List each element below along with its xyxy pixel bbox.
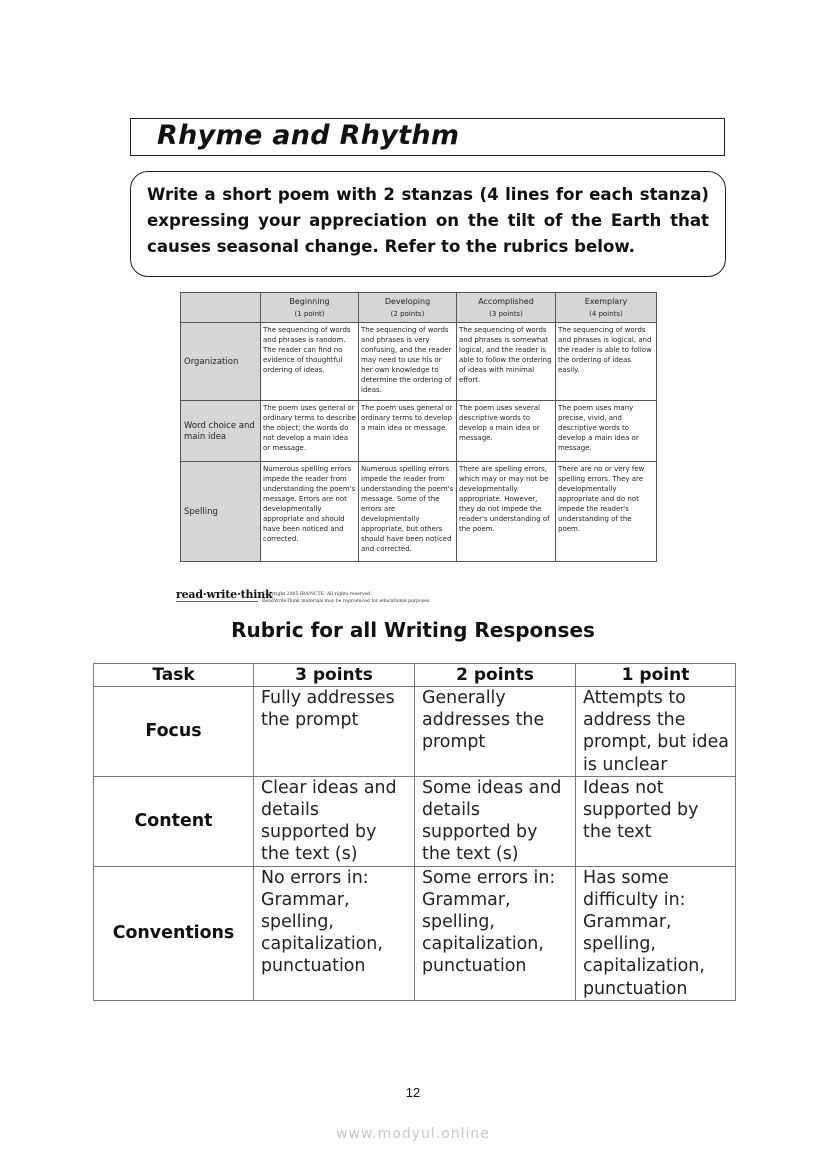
- poem-rubric-cell: There are no or very few spelling errors. They are developmentally appropriate and do not impede the reader's understanding of the poem.: [556, 462, 657, 562]
- poem-rubric-cell: The poem uses many precise, vivid, and descriptive words to develop a main idea or message.: [556, 401, 657, 462]
- writing-rubric-cell: Attempts to address the prompt, but idea is unclear: [576, 687, 736, 777]
- poem-rubric-cell: The poem uses general or ordinary terms to describe the object; the words do not develop a main idea or message.: [261, 401, 359, 462]
- writing-rubric-cell: Clear ideas and details supported by the text (s): [254, 776, 415, 866]
- page-number: 12: [405, 1085, 421, 1100]
- poem-rubric-header: Beginning (1 point): [261, 293, 359, 323]
- writing-rubric-cell: Generally addresses the prompt: [415, 687, 576, 777]
- poem-rubric-cell: There are spelling errors, which may or may not be developmentally appropriate. However, they do not impede the reader's understanding of the poem.: [457, 462, 556, 562]
- poem-rubric-header-row: [181, 293, 657, 323]
- poem-rubric-cell: The sequencing of words and phrases is random. The reader can find no evidence of thoughtful ordering of ideas.: [261, 323, 359, 401]
- poem-rubric-row: [181, 401, 657, 462]
- poem-rubric-cell: The poem uses several descriptive words to develop a main idea or message.: [457, 401, 556, 462]
- writing-rubric-task: Conventions: [94, 866, 254, 1000]
- watermark: www.modyul.online: [336, 1126, 490, 1142]
- writing-rubric-header: 2 points: [415, 664, 576, 687]
- prompt-box: [130, 171, 726, 277]
- logo-underline: [176, 601, 258, 606]
- poem-rubric-row-label: Word choice and main idea: [181, 401, 261, 462]
- writing-rubric-header: Task: [94, 664, 254, 687]
- poem-rubric-corner: [181, 293, 261, 323]
- rubric-title: Rubric for all Writing Responses: [231, 618, 595, 642]
- writing-rubric-row: [94, 866, 736, 1000]
- writing-rubric-cell: Fully addresses the prompt: [254, 687, 415, 777]
- poem-rubric-cell: Numerous spelling errors impede the reader from understanding the poem's message. Some of the errors are developmentally appropriate, but others should have been noticed and corrected.: [359, 462, 457, 562]
- writing-rubric-header: 1 point: [576, 664, 736, 687]
- writing-rubric-cell: Some errors in: Grammar, spelling, capitalization, punctuation: [415, 866, 576, 1000]
- poem-rubric-cell: The sequencing of words and phrases is very confusing, and the reader may need to use his or her own knowledge to determine the ordering of ideas.: [359, 323, 457, 401]
- writing-rubric-cell: No errors in: Grammar, spelling, capitalization, punctuation: [254, 866, 415, 1000]
- writing-rubric-task: Focus: [94, 687, 254, 777]
- poem-rubric-row: [181, 462, 657, 562]
- readwritethink-logo: read·write·think: [176, 588, 273, 601]
- writing-rubric-task: Content: [94, 776, 254, 866]
- title-box: [130, 118, 725, 156]
- poem-rubric-row-label: Organization: [181, 323, 261, 401]
- writing-rubric-row: [94, 776, 736, 866]
- poem-rubric-row-label: Spelling: [181, 462, 261, 562]
- poem-rubric-cell: The poem uses general or ordinary terms to develop a main idea or message.: [359, 401, 457, 462]
- poem-rubric-cell: The sequencing of words and phrases is logical, and the reader is able to follow the ordering of ideas easily.: [556, 323, 657, 401]
- poem-rubric-cell: Numerous spelling errors impede the reader from understanding the poem's message. Errors are not developmentally appropriate and should have been noticed and corrected.: [261, 462, 359, 562]
- readwritethink-credit: [176, 588, 466, 608]
- poem-rubric-row: [181, 323, 657, 401]
- writing-rubric-cell: Some ideas and details supported by the text (s): [415, 776, 576, 866]
- poem-rubric-header: Accomplished (3 points): [457, 293, 556, 323]
- writing-rubric-row: [94, 687, 736, 777]
- copyright-text: Copyright 2005 IRA/NCTE. All rights reserved. ReadWriteThink materials may be reproduced for educational purposes.: [262, 592, 431, 604]
- writing-rubric-header-row: [94, 664, 736, 687]
- poem-rubric-header: Exemplary (4 points): [556, 293, 657, 323]
- poem-rubric-header: Developing (2 points): [359, 293, 457, 323]
- writing-rubric-table: [93, 663, 736, 1001]
- writing-rubric-cell: Ideas not supported by the text: [576, 776, 736, 866]
- writing-rubric-header: 3 points: [254, 664, 415, 687]
- page-title: Rhyme and Rhythm: [157, 120, 460, 151]
- writing-rubric-cell: Has some difficulty in: Grammar, spelling, capitalization, punctuation: [576, 866, 736, 1000]
- prompt-text: Write a short poem with 2 stanzas (4 lines for each stanza) expressing your appreciation on the tilt of the Earth that causes seasonal change. Refer to the rubrics below.: [147, 185, 709, 256]
- poem-rubric-table: [180, 292, 657, 562]
- poem-rubric-cell: The sequencing of words and phrases is somewhat logical, and the reader is able to follow the ordering of ideas with minimal effort.: [457, 323, 556, 401]
